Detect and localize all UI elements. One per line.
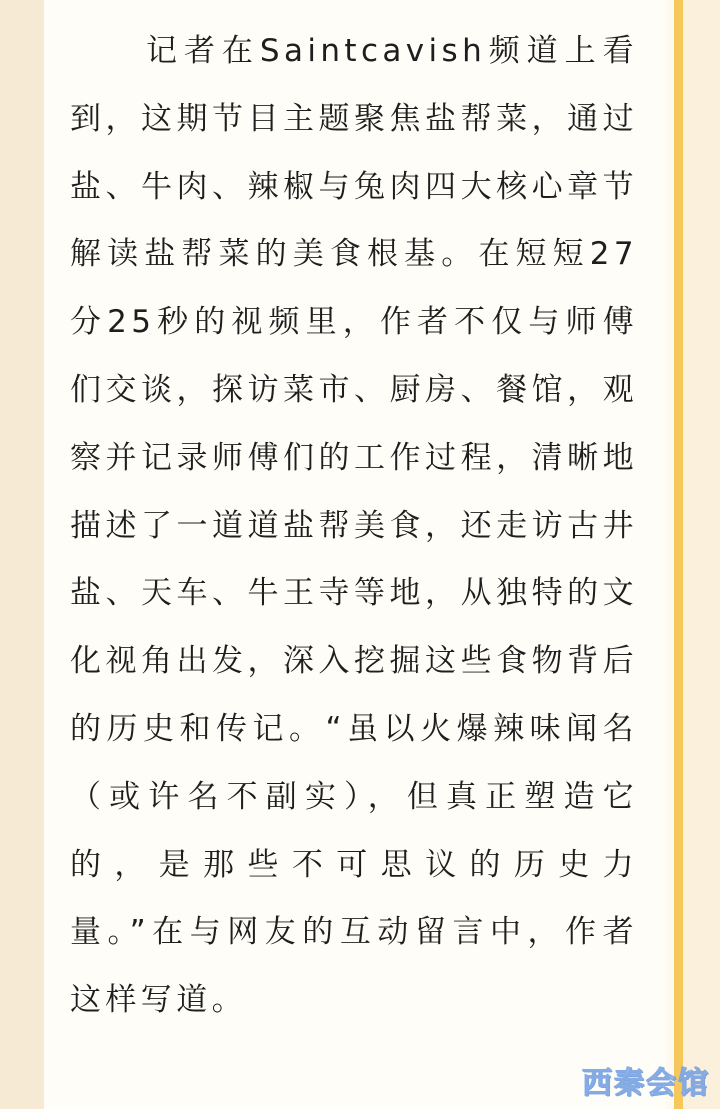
accent-bar — [674, 0, 683, 1109]
article-paragraph: 记者在Saintcavish频道上看到，这期节目主题聚焦盐帮菜，通过盐、牛肉、辣椒与兔肉四大核心章节解读盐帮菜的美食根基。在短短27分25秒的视频里，作者不仅与师傅们交谈，探访菜市、厨房、餐馆，观察并记录师傅们的工作过程，清晰地描述了一道道盐帮美食，还走访古井盐、天车、牛王寺等地，从独特的文化视角出发，深入挖掘这些食物背后的历史和传记。“虽以火爆辣味闻名（或许名不副实），但真正塑造它的，是那些不可思议的历史力量。”在与网友的互动留言中，作者这样写道。 — [70, 33, 638, 1019]
right-margin-strip — [683, 0, 720, 1109]
paper-edge — [666, 0, 674, 1109]
watermark-logo: 西秦会馆 — [582, 1066, 710, 1101]
left-margin-strip — [0, 0, 44, 1109]
